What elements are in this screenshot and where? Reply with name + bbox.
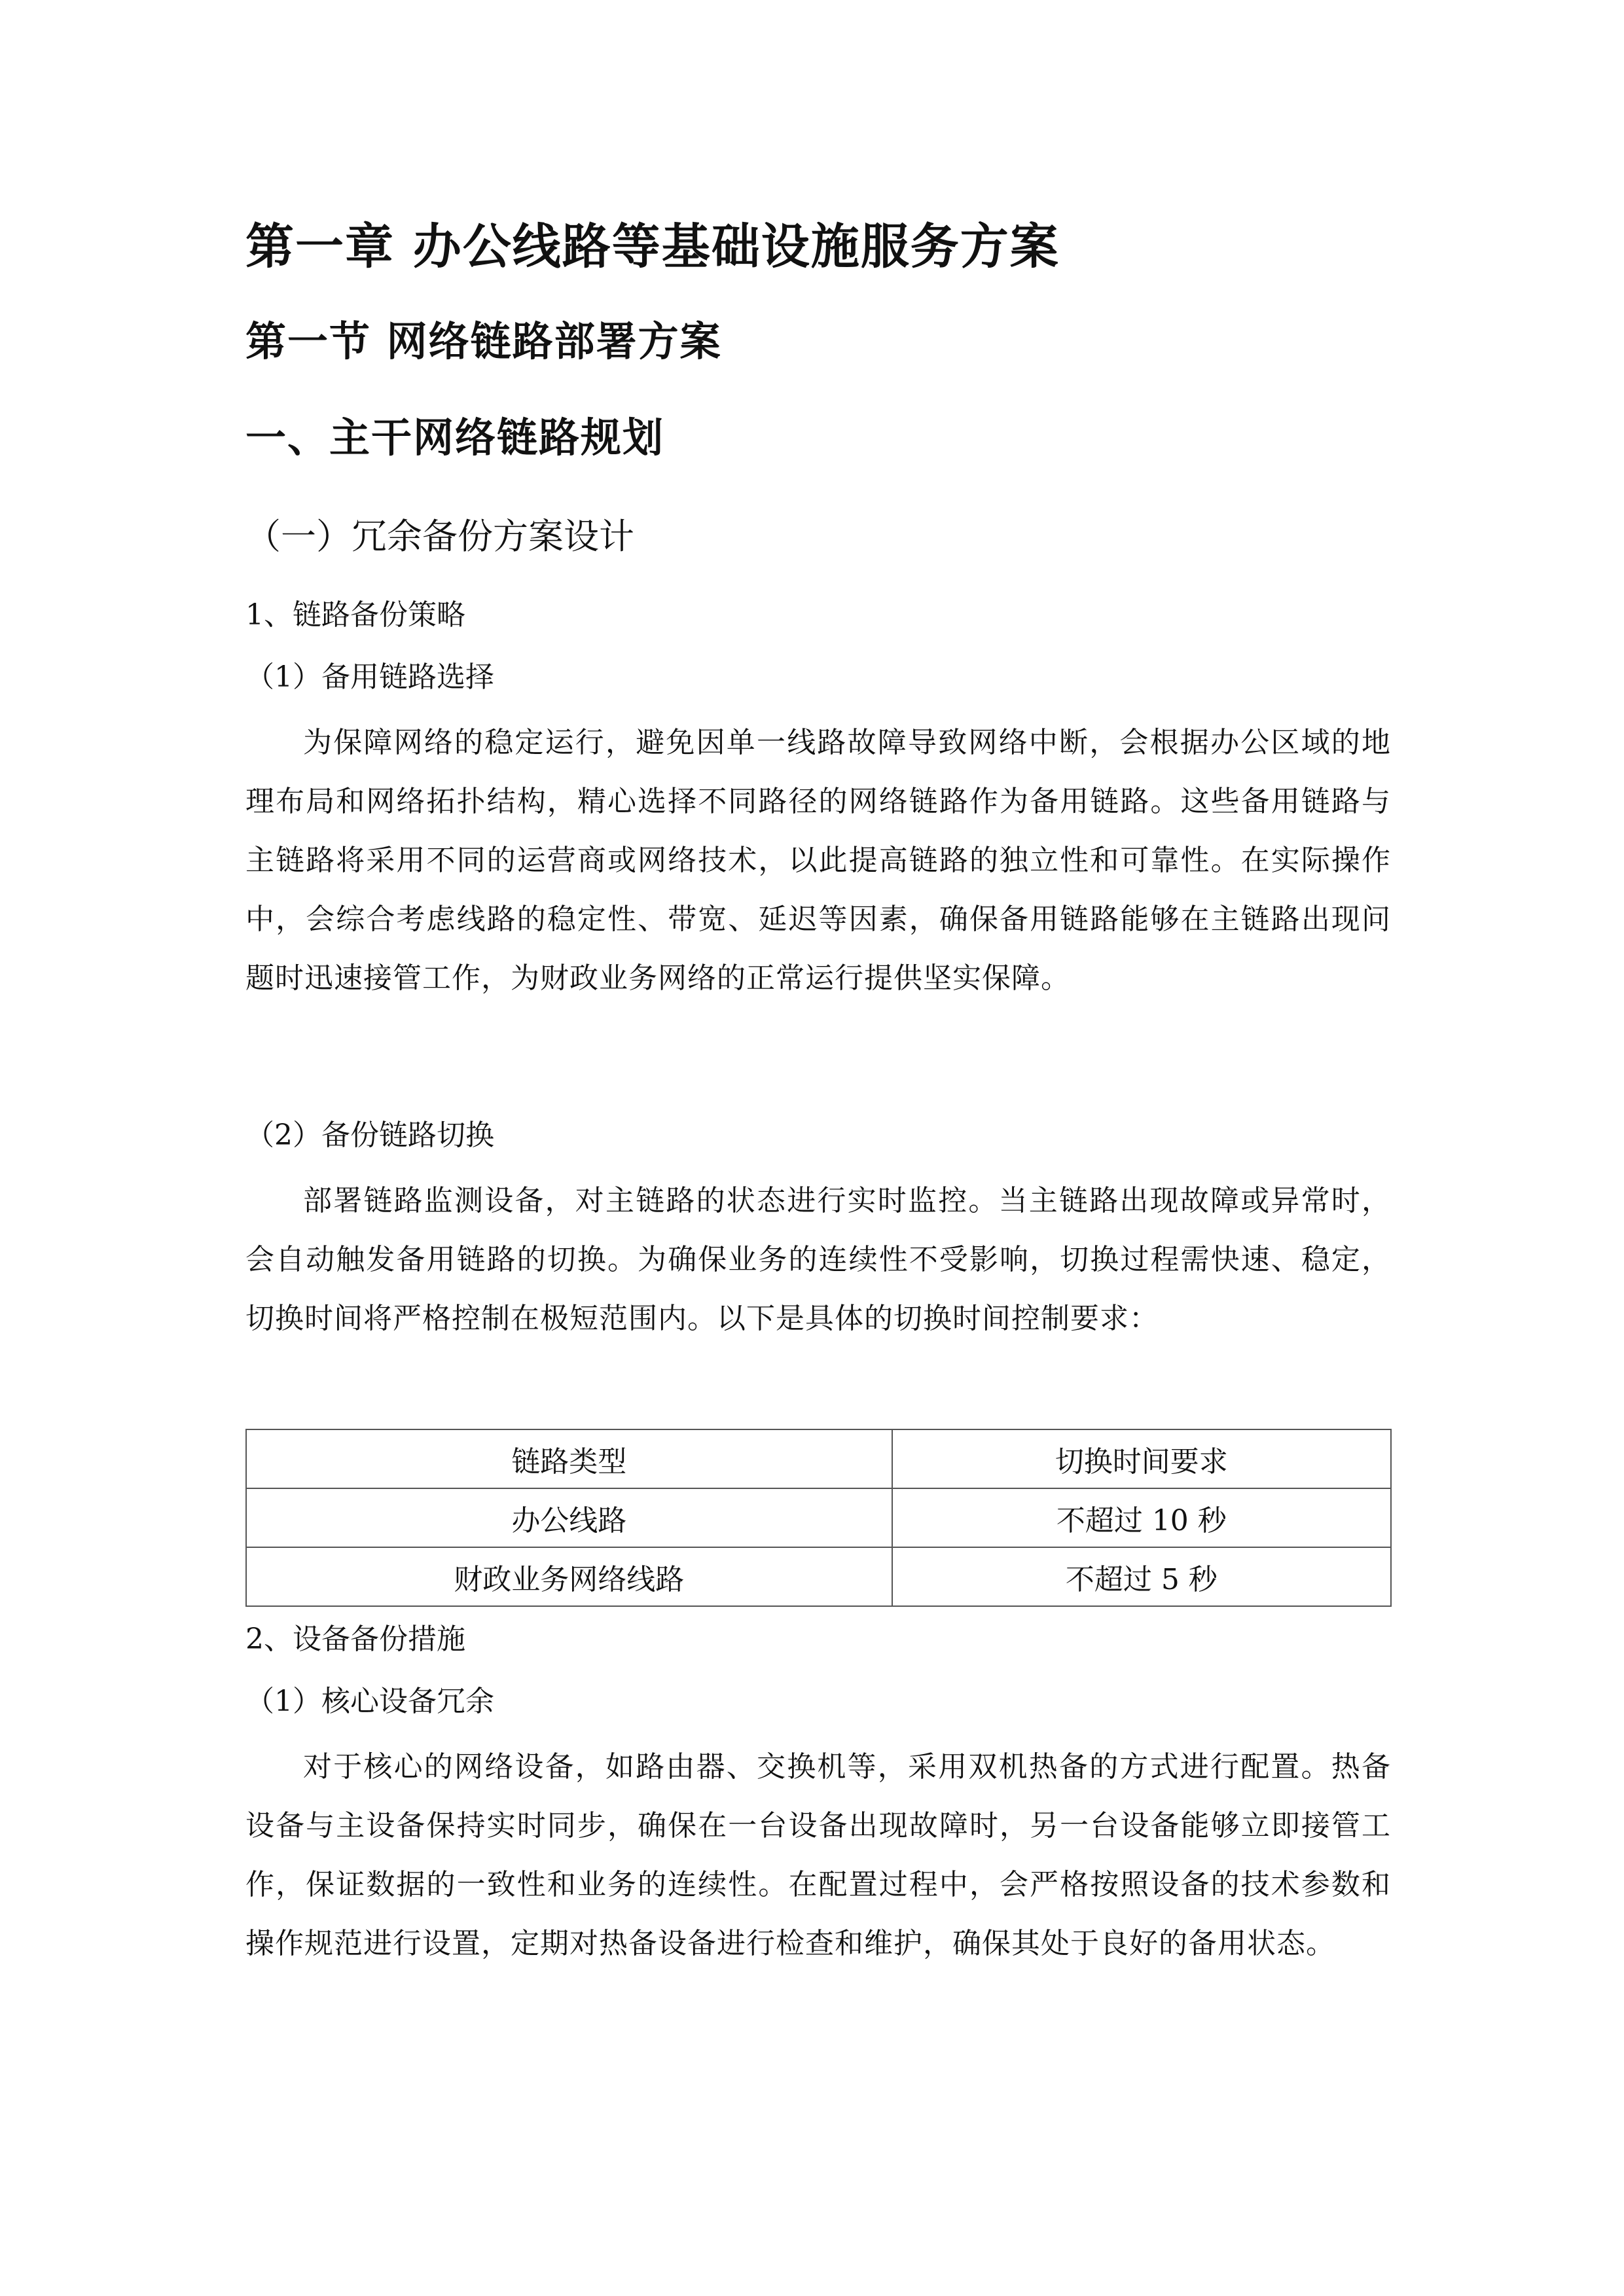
item-heading: （1）核心设备冗余	[245, 1685, 494, 1718]
table-header-row	[246, 1429, 1391, 1488]
table-cell: 不超过 5 秒	[892, 1547, 1391, 1606]
item-heading: （1）备用链路选择	[245, 660, 494, 694]
paragraph: 为保障网络的稳定运行，避免因单一线路故障导致网络中断，会根据办公区域的地理布局和网络拓扑结构，精心选择不同路径的网络链路作为备用链路。这些备用链路与主链路将采用不同的运营商或网络技术，以此提高链路的独立性和可靠性。在实际操作中，会综合考虑线路的稳定性、带宽、延迟等因素，确保备用链路能够在主链路出现问题时迅速接管工作，为财政业务网络的正常运行提供坚实保障。	[245, 726, 1391, 995]
part-title: （一）冗余备份方案设计	[245, 516, 634, 557]
paragraph: 部署链路监测设备，对主链路的状态进行实时监控。当主链路出现故障或异常时，会自动触发备用链路的切换。为确保业务的连续性不受影响，切换过程需快速、稳定，切换时间将严格控制在极短范围内。以下是具体的切换时间控制要求：	[245, 1184, 1391, 1335]
table-cell: 办公线路	[246, 1488, 892, 1547]
table-header-cell: 切换时间要求	[892, 1429, 1391, 1488]
table-header-cell: 链路类型	[246, 1429, 892, 1488]
table-row	[246, 1547, 1391, 1606]
topic-heading: 2、设备备份措施	[245, 1623, 465, 1656]
topic-heading: 1、链路备份策略	[245, 598, 465, 632]
table-row	[246, 1488, 1391, 1547]
table-cell: 财政业务网络线路	[246, 1547, 892, 1606]
table-cell: 不超过 10 秒	[892, 1488, 1391, 1547]
paragraph: 对于核心的网络设备，如路由器、交换机等，采用双机热备的方式进行配置。热备设备与主设备保持实时同步，确保在一台设备出现故障时，另一台设备能够立即接管工作，保证数据的一致性和业务的连续性。在配置过程中，会严格按照设备的技术参数和操作规范进行设置，定期对热备设备进行检查和维护，确保其处于良好的备用状态。	[245, 1750, 1391, 1960]
chapter-title: 第一章 办公线路等基础设施服务方案	[245, 219, 1060, 275]
item-heading: （2）备份链路切换	[245, 1119, 494, 1152]
subsection-title: 一、主干网络链路规划	[245, 414, 665, 461]
switch-time-table	[245, 1429, 1392, 1607]
section-title: 第一节 网络链路部署方案	[245, 317, 722, 365]
